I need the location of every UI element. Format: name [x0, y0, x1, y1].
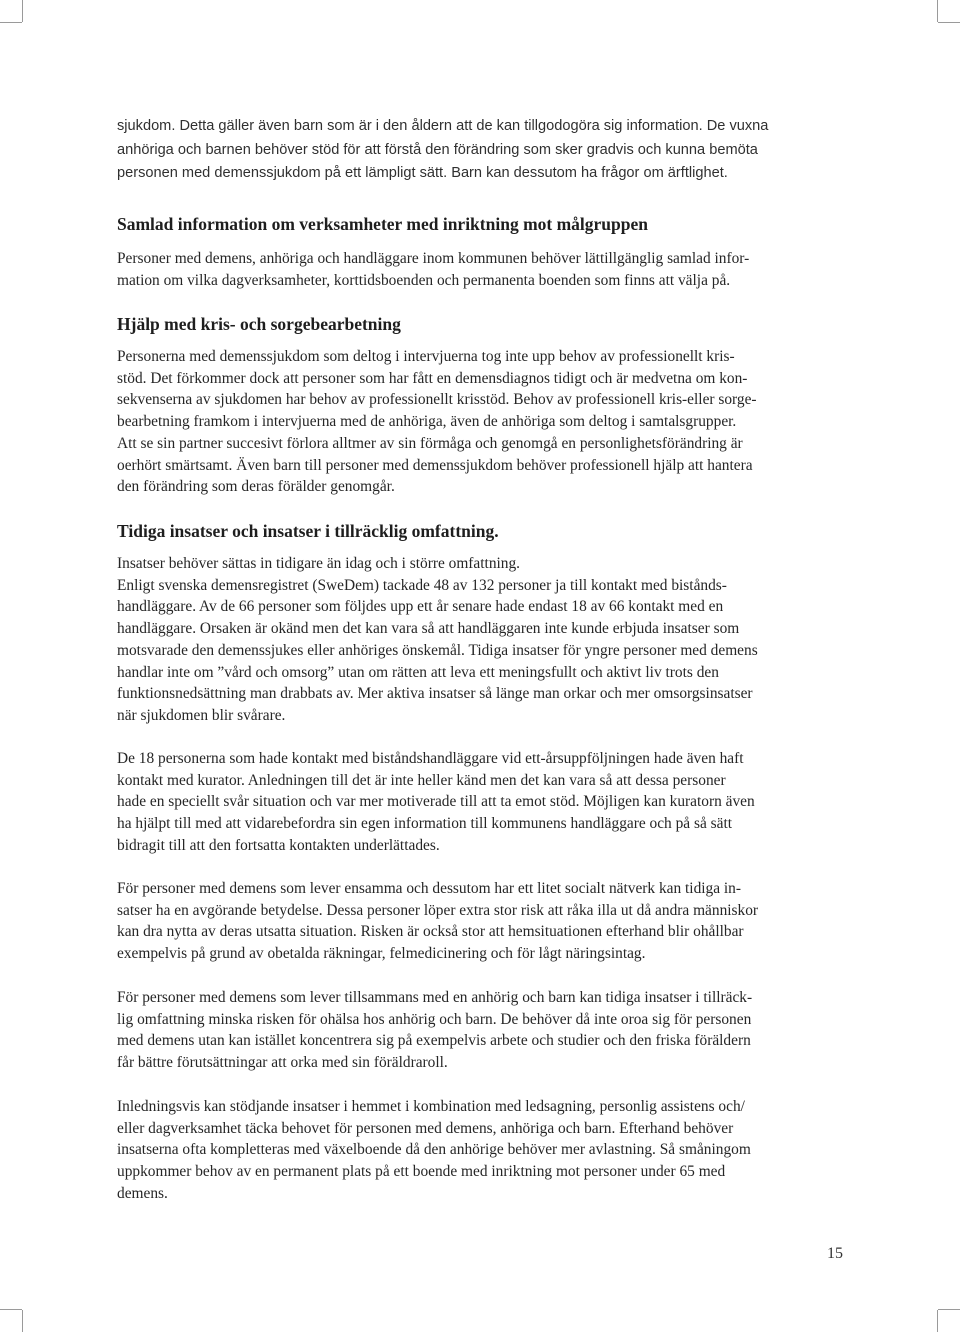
crop-mark-top-right	[937, 0, 938, 22]
text-line: får bättre förutsättningar att orka med sin föräldraroll.	[117, 1054, 448, 1072]
text-line: anhöriga och barnen behöver stöd för att förstå den förändring som sker gradvis och kunna bemöta	[117, 141, 758, 158]
text-line: uppkommer behov av en permanent plats på ett boende med inriktning mot personer under 65 med	[117, 1163, 726, 1181]
text-line: personen med demenssjukdom på ett lämpligt sätt. Barn kan dessutom ha frågor om ärftlighet.	[117, 165, 728, 181]
text-line: ha hjälpt till med att vidarebefordra sin egen information till kommunens handläggare och på så sätt	[117, 815, 733, 833]
intro-paragraph	[117, 115, 843, 186]
crop-mark-bottom-left-h	[0, 1309, 22, 1310]
text-line: exempelvis på grund av obetalda räkningar, felmedicinering och för lågt näringsintag.	[117, 945, 646, 963]
section-information	[117, 213, 843, 235]
text-line: demens.	[117, 1184, 168, 1202]
paragraph-5	[117, 1096, 843, 1205]
text-line: Personer med demens, anhöriga och handläggare inom kommunen behöver lättillgänglig samlad infor-	[117, 250, 750, 267]
text-line: funktionsnedsättning man drabbats av. Mer aktiva insatser så länge man orkar och mer omsorgsinsatser	[117, 685, 753, 703]
text-line: oerhört smärtsamt. Även barn till personer med demenssjukdom behöver professionell hjälp att hantera	[117, 456, 753, 474]
crop-mark-bottom-right-h	[938, 1309, 960, 1310]
text-line: insatserna ofta kompletteras med växelboende då den anhörige behöver mer avlastning. Så småningom	[117, 1141, 751, 1159]
text-line: mation om vilka dagverksamheter, korttidsboenden och permanenta boenden som finns att välja på.	[117, 271, 731, 289]
section-heading: Tidiga insatser och insatser i tillräcklig omfattning.	[117, 521, 499, 541]
text-line: kontakt med kurator. Anledningen till det är inte heller känd men det kan vara så att dessa personer	[117, 771, 726, 789]
section-heading: Samlad information om verksamheter med inriktning mot målgruppen	[117, 214, 648, 234]
text-line: Enligt svenska demensregistret (SweDem) tackade 48 av 132 personer ja till kontakt med bistånds-	[117, 576, 727, 594]
text-line: med demens utan kan istället koncentrera sig på exempelvis arbete och studier och den friska föräldern	[117, 1032, 751, 1050]
text-line: För personer med demens som lever ensamma och dessutom har ett litet socialt nätverk kan tidiga in-	[117, 880, 742, 897]
text-line: Inledningsvis kan stödjande insatser i hemmet i kombination med ledsagning, personlig assistens och/	[117, 1098, 745, 1115]
text-line: handlar inte om ”vård och omsorg” utan om rätten att leva ett meningsfullt och aktivt liv trots den	[117, 663, 719, 681]
text-line: handläggare. Orsaken är okänd men det kan vara så att handläggaren inte kunde erbjuda insatser som	[117, 620, 740, 638]
section-heading: Hjälp med kris- och sorgebearbetning	[117, 314, 401, 334]
text-line: eller dagverksamhet täcka behovet för personen med demens, anhöriga och barn. Efterhand behöver	[117, 1119, 734, 1137]
text-line: handläggare. Av de 66 personer som följdes upp ett år senare hade endast 18 av 66 kontakt med en	[117, 598, 724, 616]
text-line: Personerna med demenssjukdom som deltog i intervjuerna tog inte upp behov av professionellt kris-	[117, 348, 735, 365]
paragraph-1	[117, 553, 843, 727]
section-crisis-support	[117, 313, 843, 335]
crop-mark-bottom-left	[22, 1310, 23, 1332]
text-line: kan dra nytta av deras utsatta situation. Risken är också stor att hemsituationen efterhand blir ohållbar	[117, 923, 744, 941]
text-line: stöd. Det förkommer dock att personer som har fått en demensdiagnos tidigt och är medvetna om kon-	[117, 369, 748, 387]
paragraph-4	[117, 987, 843, 1074]
section-crisis-support-body	[117, 346, 843, 498]
text-line: Att se sin partner succesivt förlora alltmer av sin förmåga och genomgå en personlighetsförändring är	[117, 434, 743, 452]
crop-mark-top-left	[22, 0, 23, 22]
text-line: sjukdom. Detta gäller även barn som är i den åldern att de kan tillgodogöra sig information. De vuxna	[117, 118, 769, 134]
text-line: hade en speciellt svår situation och var mer motiverade till att ta emot stöd. Möjligen kan kuratorn även	[117, 793, 755, 811]
paragraph-3	[117, 878, 843, 965]
text-line: De 18 personerna som hade kontakt med biståndshandläggare vid ett-årsuppföljningen hade även haft	[117, 750, 744, 767]
text-line: motsvarade den demenssjukes eller anhöriges önskemål. Tidiga insatser för yngre personer med demens	[117, 641, 758, 659]
crop-mark-bottom-right	[937, 1310, 938, 1332]
section-early-interventions	[117, 520, 843, 542]
section-information-body	[117, 248, 843, 291]
text-line: Insatser behöver sättas in tidigare än idag och i större omfattning.	[117, 555, 521, 572]
text-line: sekvenserna av sjukdomen har behov av professionellt krisstöd. Behov av professionell kris-eller sorge-	[117, 391, 757, 409]
crop-mark-top-left-h	[0, 22, 22, 23]
crop-mark-top-right-h	[938, 22, 960, 23]
text-line: den förändring som deras förälder genomgår.	[117, 478, 395, 496]
paragraph-2	[117, 748, 843, 857]
text-line: bidragit till att den fortsatta kontakten underlättades.	[117, 836, 440, 854]
page-number: 15	[827, 1245, 843, 1262]
text-line: För personer med demens som lever tillsammans med en anhörig och barn kan tidiga insatser i tillräck-	[117, 989, 753, 1006]
text-line: satser ha en avgörande betydelse. Dessa personer löper extra stor risk att råka illa ut då andra människor	[117, 901, 759, 919]
text-line: när sjukdomen blir svårare.	[117, 706, 286, 724]
text-line: bearbetning framkom i intervjuerna med de anhöriga, även de anhöriga som deltog i samtalsgrupper.	[117, 413, 737, 431]
text-line: lig omfattning minska risken för ohälsa hos anhörig och barn. De behöver då inte oroa sig för personen	[117, 1010, 752, 1028]
